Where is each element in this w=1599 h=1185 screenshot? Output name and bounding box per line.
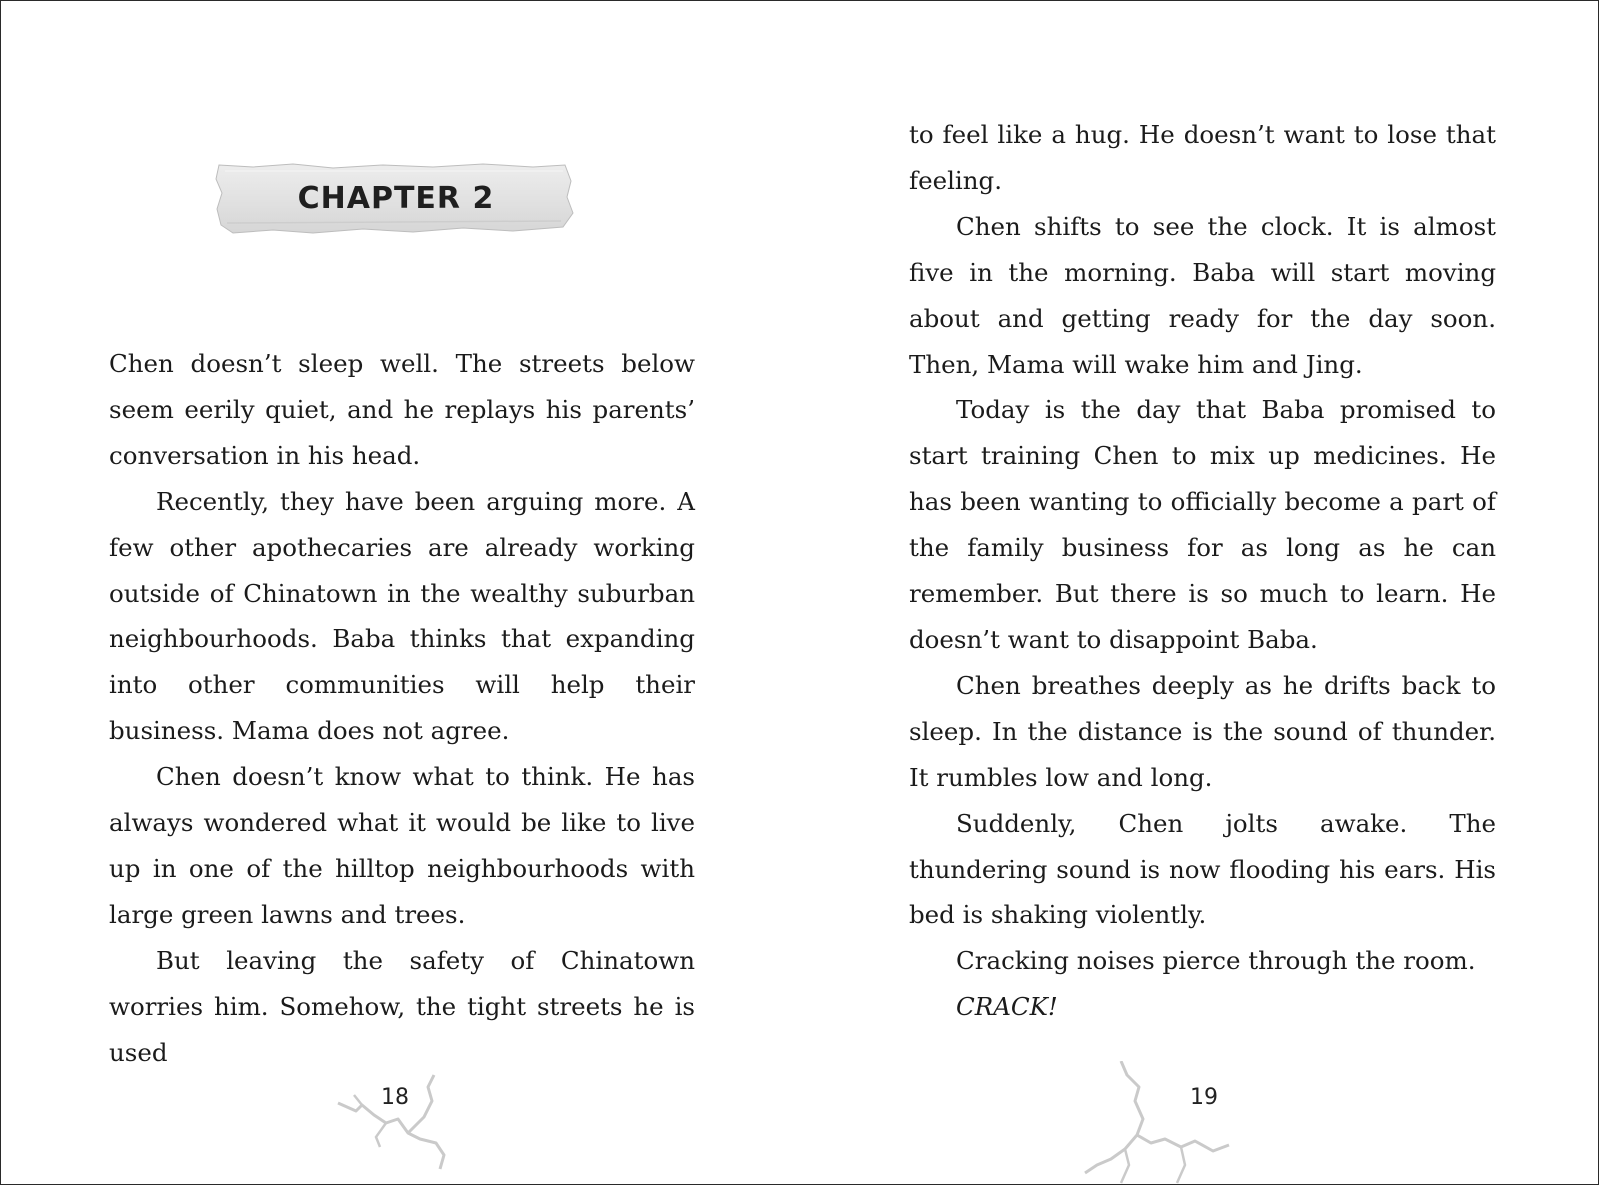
paragraph: Recently, they have been arguing more. A few other apothecaries are already working outside of Chinatown in the wealthy suburban neighbourhoods. Baba thinks that expanding into other communities will help their business. Mama does not agree.: [109, 486, 695, 746]
paragraph: CRACK!: [956, 992, 1058, 1022]
paragraph: to feel like a hug. He doesn’t want to lose that feeling.: [909, 120, 1496, 195]
paragraph: Chen doesn’t sleep well. The streets below seem eerily quiet, and he replays his parents’ conversation in his head.: [109, 349, 695, 470]
crack-decoration-icon: [1081, 1061, 1231, 1185]
paragraph: Today is the day that Baba promised to start training Chen to mix up medicines. He has been wanting to officially become a part of the family business for as long as he can remember. But there is so much to learn. He doesn’t want to disappoint Baba.: [909, 395, 1496, 654]
paragraph: Cracking noises pierce through the room.: [956, 946, 1476, 976]
page-number: 18: [381, 1085, 409, 1110]
paragraph: But leaving the safety of Chinatown worries him. Somehow, the tight streets he is used: [109, 945, 695, 1067]
left-page-text: [109, 341, 695, 1076]
paragraph: Chen shifts to see the clock. It is almost five in the morning. Baba will start moving about and getting ready for the day soon. Then, Mama will wake him and Jing.: [909, 211, 1496, 379]
right-page-text: [909, 112, 1496, 1030]
chapter-title: CHAPTER 2: [297, 181, 495, 216]
paragraph: Chen breathes deeply as he drifts back to sleep. In the distance is the sound of thunder. It rumbles low and long.: [909, 670, 1496, 792]
paragraph: Suddenly, Chen jolts awake. The thundering sound is now flooding his ears. His bed is shaking violently.: [909, 808, 1496, 930]
left-page: [1, 1, 801, 1184]
chapter-banner: [213, 161, 579, 237]
right-page: [801, 1, 1598, 1184]
page-number: 19: [1190, 1085, 1218, 1110]
paragraph: Chen doesn’t know what to think. He has always wondered what it would be like to live up in one of the hilltop neighbourhoods with large green lawns and trees.: [109, 762, 695, 929]
